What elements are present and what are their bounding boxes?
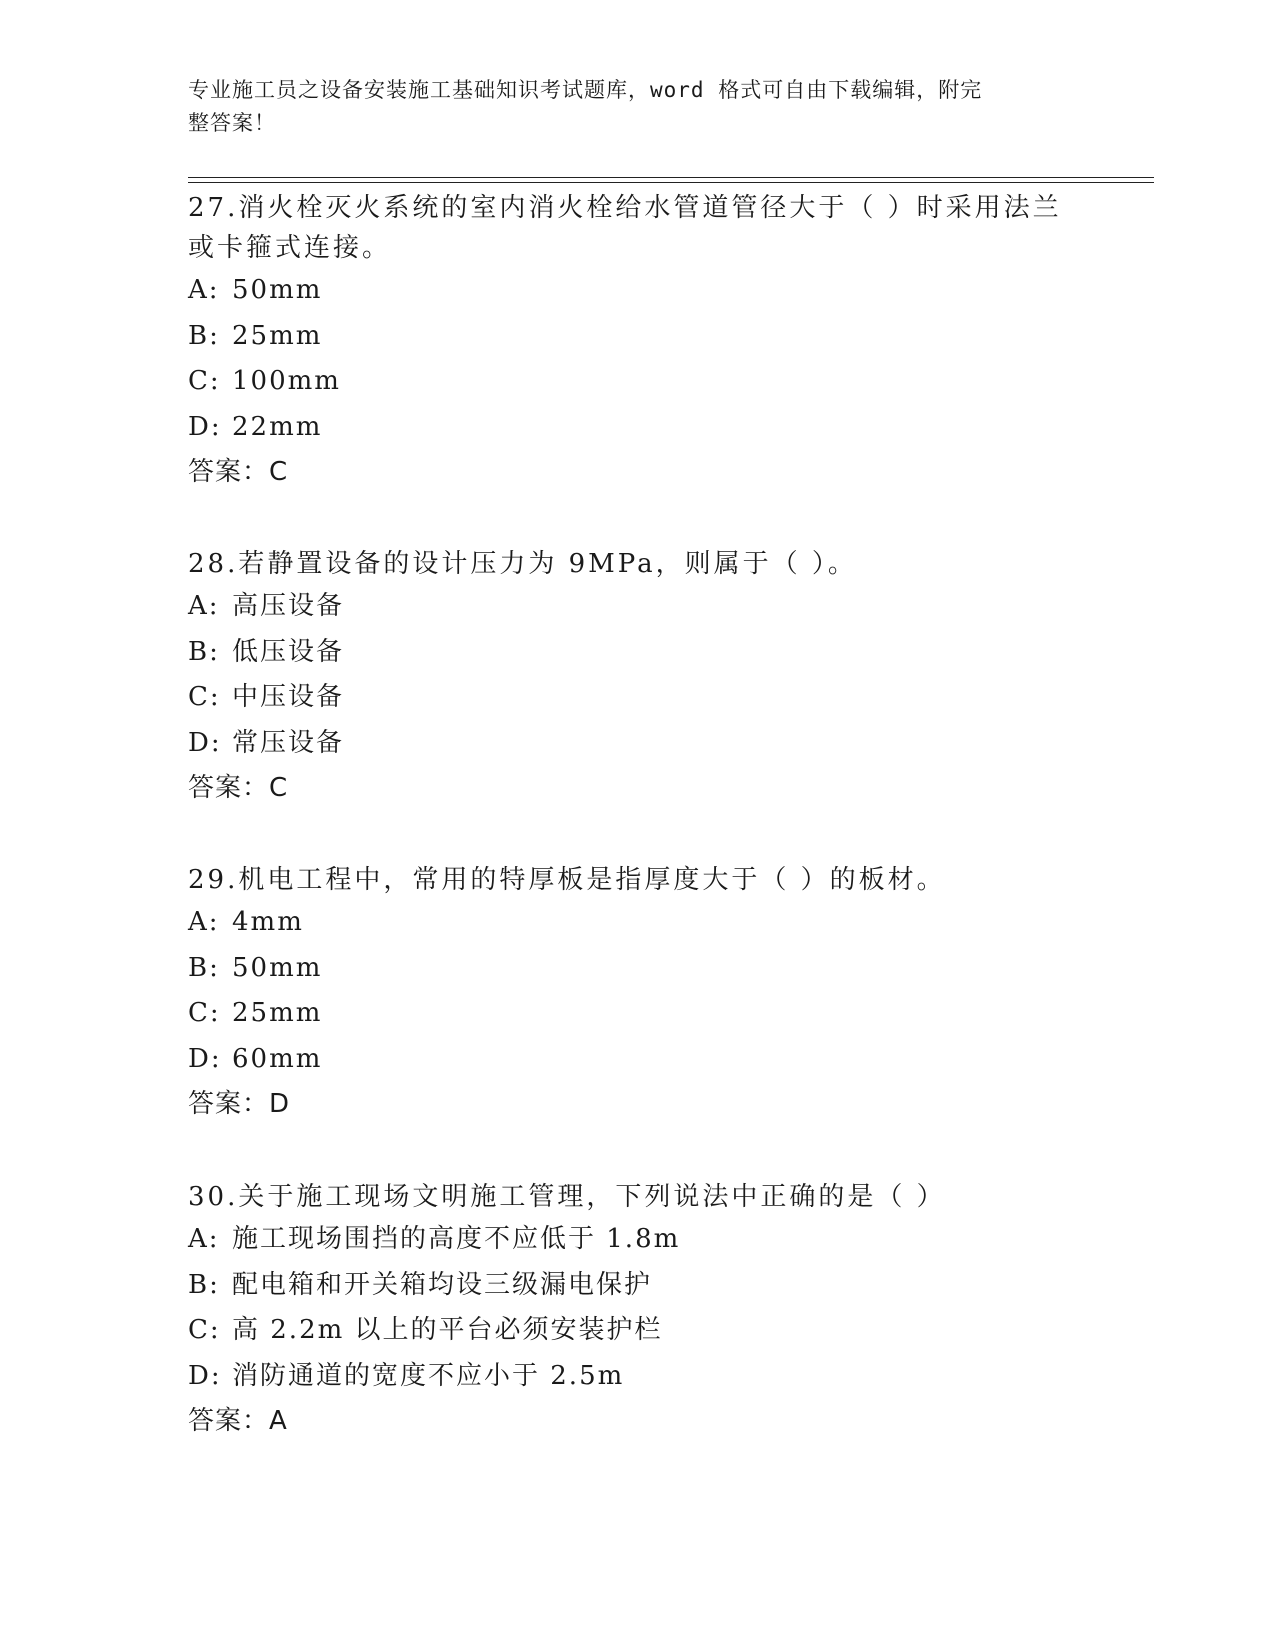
option-key: B: — [188, 1269, 220, 1300]
option-key: C: — [188, 998, 221, 1028]
option-text: 25mm — [232, 320, 323, 351]
answer-line: 答案：C — [188, 457, 289, 487]
answer-line: 答案：D — [188, 1089, 291, 1119]
option-key: C: — [188, 682, 221, 712]
option-key: A: — [188, 907, 220, 937]
question-stem — [188, 188, 1068, 268]
option-d — [188, 1037, 1068, 1083]
answer-line: 答案：A — [188, 1406, 288, 1436]
option-key: C: — [188, 1315, 221, 1345]
option-key: A: — [188, 1224, 220, 1254]
question-27 — [188, 188, 1068, 496]
option-b — [188, 1263, 1068, 1309]
option-key: C: — [188, 366, 221, 396]
option-d — [188, 721, 1068, 767]
option-key: D: — [188, 1360, 222, 1391]
question-stem-line-2: 或卡箍式连接。 — [188, 233, 392, 263]
option-text: 25mm — [232, 998, 323, 1028]
option-text: 常压设备 — [232, 727, 345, 758]
option-text: 100mm — [232, 366, 341, 396]
option-text: 60mm — [232, 1043, 323, 1074]
option-key: B: — [188, 952, 220, 983]
question-stem-line-1: 27.消火栓灭火系统的室内消火栓给水管道管径大于（ ）时采用法兰 — [188, 193, 1062, 223]
question-29 — [188, 860, 1068, 1128]
question-stem-line-1: 28.若静置设备的设计压力为 9MPa，则属于（ ）。 — [188, 549, 857, 579]
option-text: 高 2.2m 以上的平台必须安装护栏 — [232, 1315, 663, 1345]
option-a — [188, 900, 1068, 946]
option-text: 施工现场围挡的高度不应低于 1.8m — [232, 1224, 681, 1254]
option-d — [188, 405, 1068, 451]
option-c — [188, 675, 1068, 721]
question-28 — [188, 544, 1068, 812]
option-text: 高压设备 — [232, 591, 345, 621]
option-text: 50mm — [232, 952, 323, 983]
option-text: 消防通道的宽度不应小于 2.5m — [232, 1360, 625, 1391]
option-key: D: — [188, 411, 222, 442]
header-line-2: 整答案！ — [188, 111, 276, 135]
question-stem-line-1: 30.关于施工现场文明施工管理，下列说法中正确的是（ ） — [188, 1182, 946, 1212]
option-text: 4mm — [232, 907, 304, 937]
question-stem — [188, 1177, 1068, 1217]
document-header — [188, 74, 1068, 140]
option-key: B: — [188, 636, 220, 667]
header-divider-top — [188, 177, 1154, 178]
header-divider-bottom — [188, 182, 1154, 183]
question-stem-line-1: 29.机电工程中，常用的特厚板是指厚度大于（ ）的板材。 — [188, 865, 946, 895]
option-a — [188, 1217, 1068, 1263]
option-d — [188, 1354, 1068, 1400]
question-stem — [188, 860, 1068, 900]
question-stem — [188, 544, 1068, 584]
option-key: A: — [188, 275, 220, 305]
option-text: 50mm — [232, 275, 323, 305]
option-key: D: — [188, 1043, 222, 1074]
option-c — [188, 1308, 1068, 1354]
question-30 — [188, 1177, 1068, 1445]
option-key: B: — [188, 320, 220, 351]
option-b — [188, 630, 1068, 676]
header-line-1: 专业施工员之设备安装施工基础知识考试题库，word 格式可自由下载编辑，附完 — [188, 78, 983, 102]
option-text: 低压设备 — [232, 636, 345, 667]
option-text: 配电箱和开关箱均设三级漏电保护 — [232, 1269, 653, 1300]
option-c — [188, 359, 1068, 405]
option-text: 中压设备 — [232, 682, 345, 712]
option-b — [188, 946, 1068, 992]
option-c — [188, 991, 1068, 1037]
option-key: D: — [188, 727, 222, 758]
option-key: A: — [188, 591, 220, 621]
option-a — [188, 268, 1068, 314]
option-b — [188, 314, 1068, 360]
option-text: 22mm — [232, 411, 323, 442]
option-a — [188, 584, 1068, 630]
answer-line: 答案：C — [188, 773, 289, 803]
